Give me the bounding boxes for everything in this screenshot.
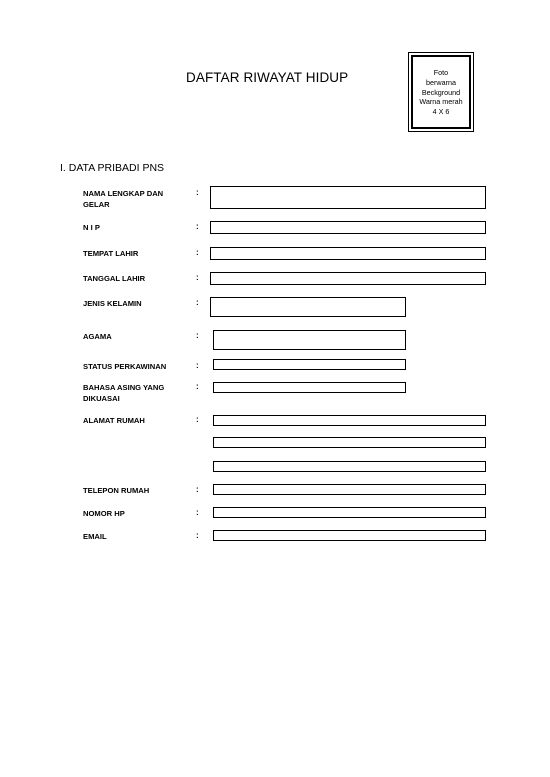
field-label-bahasa-asing: BAHASA ASING YANG DIKUASAI [83,383,165,403]
field-separator: : [196,248,199,257]
field-separator: : [196,188,199,197]
alamat-rumah-field-line-3[interactable] [213,461,486,472]
photo-line: 4 X 6 [432,107,450,117]
photo-placeholder-text [411,55,471,129]
tanggal-lahir-field[interactable] [210,272,486,285]
page-title: DAFTAR RIWAYAT HIDUP [186,70,349,85]
field-label-telepon-rumah: TELEPON RUMAH [83,486,150,495]
tempat-lahir-field[interactable] [210,247,486,260]
field-separator: : [196,531,199,540]
field-label-alamat-rumah: ALAMAT RUMAH [83,416,145,425]
field-label-agama: AGAMA [83,332,112,341]
field-label-nomor-hp: NOMOR HP [83,509,125,518]
jenis-kelamin-field[interactable] [210,297,406,317]
nip-field[interactable] [210,221,486,234]
alamat-rumah-field-line-1[interactable] [213,415,486,426]
field-separator: : [196,298,199,307]
field-label-email: EMAIL [83,532,107,541]
field-label-tanggal-lahir: TANGGAL LAHIR [83,274,146,283]
photo-placeholder [408,52,474,132]
field-label-nip: N I P [83,223,100,232]
field-separator: : [196,508,199,517]
alamat-rumah-field-line-2[interactable] [213,437,486,448]
field-label-nama: NAMA LENGKAP DAN GELAR [83,189,164,209]
field-label-status-perkawinan: STATUS PERKAWINAN [83,362,167,371]
photo-line: Warna merah [419,97,463,107]
agama-field[interactable] [213,330,406,350]
field-label-jenis-kelamin: JENIS KELAMIN [83,299,142,308]
nomor-hp-field[interactable] [213,507,486,518]
field-separator: : [196,485,199,494]
field-separator: : [196,273,199,282]
photo-line: Foto [433,68,449,77]
field-label-tempat-lahir: TEMPAT LAHIR [83,249,139,258]
field-separator: : [196,222,199,231]
field-separator: : [196,361,199,370]
photo-line: berwarna [426,77,456,87]
field-separator: : [196,415,199,424]
bahasa-asing-field[interactable] [213,382,406,393]
section-title: I. DATA PRIBADI PNS [60,162,165,174]
photo-line: Beckground [421,87,461,97]
field-separator: : [196,382,199,391]
field-separator: : [196,331,199,340]
nama-field[interactable] [210,186,486,209]
telepon-rumah-field[interactable] [213,484,486,495]
email-field[interactable] [213,530,486,541]
status-perkawinan-field[interactable] [213,359,406,370]
